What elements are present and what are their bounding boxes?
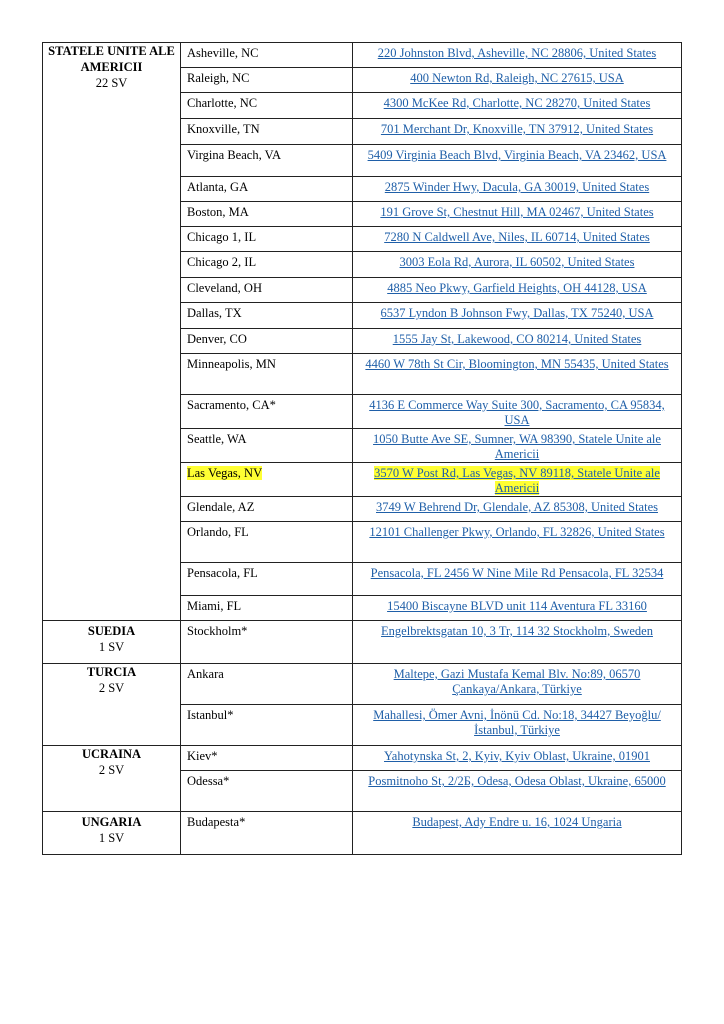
address-cell [353,329,682,354]
office-count: 1 SV [98,831,125,845]
address-link[interactable]: 4136 E Commerce Way Suite 300, Sacramento, CA 95834, USA [369,398,665,427]
country-name: STATELE UNITE ALE AMERICII [48,44,175,74]
city-cell: Chicago 1, IL [181,227,353,252]
address-link[interactable]: 191 Grove St, Chestnut Hill, MA 02467, United States [380,205,654,219]
office-count: 2 SV [98,681,125,695]
city-cell: Atlanta, GA [181,177,353,202]
address-cell [353,705,682,746]
address-link[interactable]: 4885 Neo Pkwy, Garfield Heights, OH 44128, USA [387,281,647,295]
address-cell [353,429,682,463]
address-cell [353,227,682,252]
address-cell [353,664,682,705]
country-cell [43,43,181,621]
address-cell [353,252,682,278]
city-cell [181,463,353,497]
address-cell [353,145,682,177]
city-cell: Pensacola, FL [181,563,353,596]
city-cell: Boston, MA [181,202,353,227]
address-cell [353,771,682,812]
address-cell [353,93,682,119]
city-cell: Ankara [181,664,353,705]
address-cell [353,563,682,596]
city-cell: Seattle, WA [181,429,353,463]
city-cell: Stockholm* [181,621,353,664]
table-row [43,43,682,68]
country-cell [43,621,181,664]
address-link[interactable]: 4460 W 78th St Cir, Bloomington, MN 55435, United States [365,357,669,371]
city-cell: Miami, FL [181,596,353,621]
city-cell: Odessa* [181,771,353,812]
address-cell [353,177,682,202]
office-count: 22 SV [95,76,128,90]
city-cell: Kiev* [181,746,353,771]
address-link[interactable]: Engelbrektsgatan 10, 3 Tr, 114 32 Stockholm, Sweden [381,624,653,638]
address-link[interactable]: 701 Merchant Dr, Knoxville, TN 37912, United States [380,122,654,136]
table-row [43,746,682,771]
country-name: TURCIA [86,665,137,679]
address-cell [353,43,682,68]
country-cell [43,664,181,746]
office-count: 2 SV [98,763,125,777]
city-cell: Virgina Beach, VA [181,145,353,177]
address-cell [353,497,682,522]
address-link[interactable]: 3003 Eola Rd, Aurora, IL 60502, United States [399,255,635,269]
locations-table [42,42,682,855]
country-name: SUEDIA [87,624,136,638]
address-cell [353,621,682,664]
country-cell [43,746,181,812]
address-cell [353,303,682,329]
address-link[interactable]: 3749 W Behrend Dr, Glendale, AZ 85308, United States [376,500,658,514]
address-cell [353,746,682,771]
city-cell: Glendale, AZ [181,497,353,522]
address-cell [353,522,682,563]
city-cell: Denver, CO [181,329,353,354]
address-cell [353,395,682,429]
city-cell: Charlotte, NC [181,93,353,119]
address-link[interactable]: Mahallesi, Ömer Avni, İnönü Cd. No:18, 34427 Beyoğlu/İstanbul, Türkiye [373,708,661,737]
address-cell [353,596,682,621]
address-link[interactable]: 12101 Challenger Pkwy, Orlando, FL 32826, United States [369,525,665,539]
address-link[interactable]: Pensacola, FL 2456 W Nine Mile Rd Pensacola, FL 32534 [370,566,664,580]
city-cell: Knoxville, TN [181,119,353,145]
address-link[interactable]: 3570 W Post Rd, Las Vegas, NV 89118, Statele Unite ale Americii [374,466,660,495]
address-link[interactable]: 2875 Winder Hwy, Dacula, GA 30019, United States [384,180,650,194]
address-link[interactable]: 15400 Biscayne BLVD unit 114 Aventura FL 33160 [387,599,647,613]
city-cell: Chicago 2, IL [181,252,353,278]
address-cell [353,354,682,395]
address-link[interactable]: 1050 Butte Ave SE, Sumner, WA 98390, Statele Unite ale Americii [373,432,661,461]
city-cell: Dallas, TX [181,303,353,329]
address-link[interactable]: 1555 Jay St, Lakewood, CO 80214, United States [392,332,642,346]
address-link[interactable]: 220 Johnston Blvd, Asheville, NC 28806, United States [377,46,657,60]
city-cell: Cleveland, OH [181,278,353,303]
address-cell [353,463,682,497]
city-cell: Istanbul* [181,705,353,746]
city-cell: Raleigh, NC [181,68,353,93]
table-row [43,664,682,705]
table-row [43,621,682,664]
address-link[interactable]: 5409 Virginia Beach Blvd, Virginia Beach, VA 23462, USA [367,148,667,162]
address-link[interactable]: 4300 McKee Rd, Charlotte, NC 28270, United States [383,96,651,110]
address-cell [353,278,682,303]
address-link[interactable]: Yahotynska St, 2, Kyiv, Kyiv Oblast, Ukraine, 01901 [384,749,650,763]
address-cell [353,68,682,93]
city-cell: Orlando, FL [181,522,353,563]
address-cell [353,812,682,855]
country-name: UCRAINA [81,747,142,761]
address-link[interactable]: 400 Newton Rd, Raleigh, NC 27615, USA [410,71,624,85]
address-link[interactable]: 7280 N Caldwell Ave, Niles, IL 60714, United States [384,230,650,244]
address-link[interactable]: Maltepe, Gazi Mustafa Kemal Blv. No:89, 06570 Çankaya/Ankara, Türkiye [393,667,641,696]
office-count: 1 SV [98,640,125,654]
table-row [43,812,682,855]
country-cell [43,812,181,855]
address-link[interactable]: Posmitnoho St, 2/2Б, Odesa, Odesa Oblast, Ukraine, 65000 [368,774,666,788]
address-cell [353,202,682,227]
country-name: UNGARIA [81,815,142,829]
address-link[interactable]: 6537 Lyndon B Johnson Fwy, Dallas, TX 75240, USA [380,306,654,320]
city-cell: Asheville, NC [181,43,353,68]
city-cell: Budapesta* [181,812,353,855]
highlighted-city: Las Vegas, NV [187,466,263,480]
city-cell: Minneapolis, MN [181,354,353,395]
city-cell: Sacramento, CA* [181,395,353,429]
address-link[interactable]: Budapest, Ady Endre u. 16, 1024 Ungaria [412,815,622,829]
address-cell [353,119,682,145]
